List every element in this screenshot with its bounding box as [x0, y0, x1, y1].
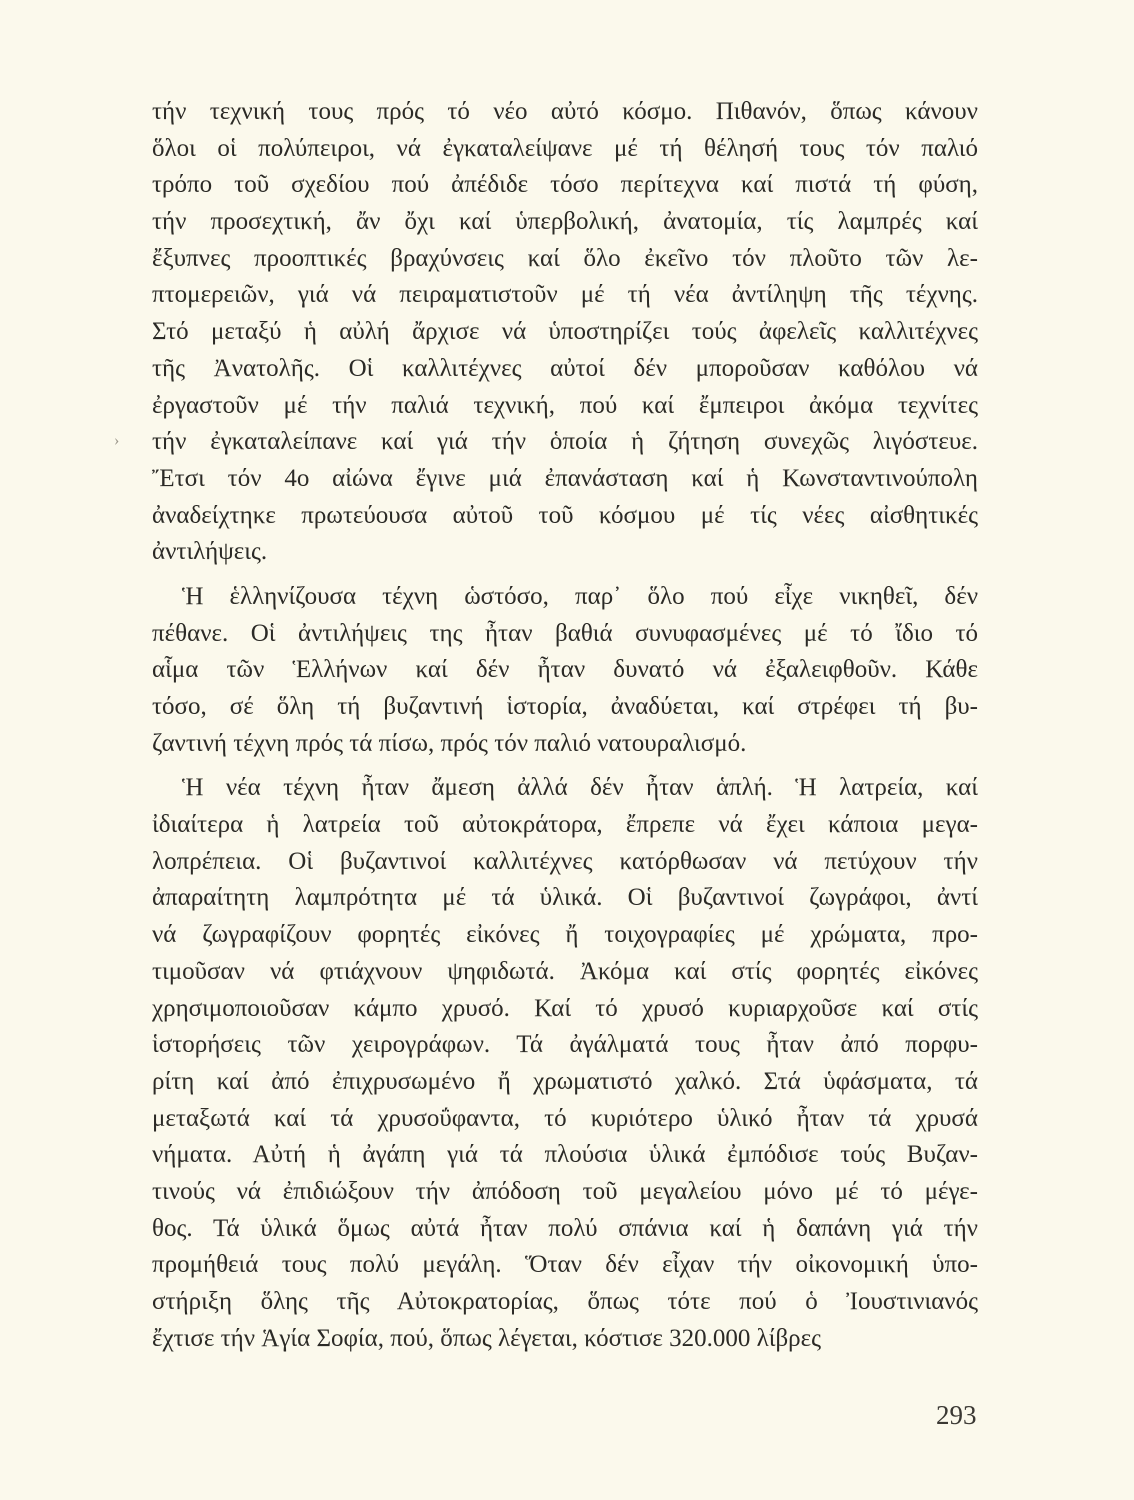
paragraph [152, 94, 978, 571]
paragraph [152, 579, 978, 762]
text-line: μεταξωτά καί τά χρυσοΰφαντα, τό κυριότερο ὑλικό ἦταν τά χρυσά [152, 1104, 978, 1132]
text-line: τήν τεχνική τους πρός τό νέο αὐτό κόσμο. Πιθανόν, ὅπως κάνουν [152, 98, 978, 125]
text-line: Ἡ ἑλληνίζουσα τέχνη ὡστόσο, παρ᾽ ὅλο πού εἶχε νικηθεῖ, δέν [182, 582, 978, 610]
text-line: τιμοῦσαν νά φτιάχνουν ψηφιδωτά. Ἀκόμα καί στίς φορητές εἰκόνες [152, 957, 978, 985]
text-line: ἱστορήσεις τῶν χειρογράφων. Τά ἀγάλματά τους ἦταν ἀπό πορφυ- [152, 1031, 978, 1059]
page-body [152, 94, 978, 1357]
text-line: ἔχτισε τήν Ἁγία Σοφία, πού, ὅπως λέγεται, κόστισε 320.000 λίβρες [152, 1324, 822, 1352]
text-line: τρόπο τοῦ σχεδίου πού ἀπέδιδε τόσο περίτεχνα καί πιστά τή φύση, [152, 171, 978, 199]
text-line: Ἔτσι τόν 4ο αἰώνα ἔγινε μιά ἐπανάσταση καί ἡ Κωνσταντινούπολη [152, 464, 978, 492]
text-line: νήματα. Αὐτή ἡ ἀγάπη γιά τά πλούσια ὑλικά ἐμπόδισε τούς Βυζαν- [152, 1141, 978, 1169]
text-line: ἀντιλήψεις. [152, 538, 268, 566]
text-line: ὅλοι οἱ πολύπειροι, νά ἐγκαταλείψανε μέ τή θέλησή τους τόν παλιό [152, 134, 978, 162]
text-line: ρίτη καί ἀπό ἐπιχρυσωμένο ἤ χρωματιστό χαλκό. Στά ὑφάσματα, τά [152, 1067, 978, 1095]
text-line: θος. Τά ὑλικά ὅμως αὐτά ἦταν πολύ σπάνια καί ἡ δαπάνη γιά τήν [152, 1214, 978, 1242]
text-line: ἀπαραίτητη λαμπρότητα μέ τά ὑλικά. Οἱ βυζαντινοί ζωγράφοι, ἀντί [152, 884, 978, 912]
text-line: τήν ἐγκαταλείπανε καί γιά τήν ὁποία ἡ ζήτηση συνεχῶς λιγόστευε. [152, 428, 978, 456]
text-line: χρησιμοποιοῦσαν κάμπο χρυσό. Καί τό χρυσό κυριαρχοῦσε καί στίς [152, 994, 978, 1022]
text-line: ἀναδείχτηκε πρωτεύουσα αὐτοῦ τοῦ κόσμου μέ τίς νέες αἰσθητικές [152, 501, 978, 529]
text-line: πτομερειῶν, γιά νά πειραματιστοῦν μέ τή νέα ἀντίληψη τῆς τέχνης. [152, 281, 978, 309]
page-number: 293 [936, 1400, 977, 1430]
text-line: τόσο, σέ ὅλη τή βυζαντινή ἱστορία, ἀναδύεται, καί στρέφει τή βυ- [152, 693, 978, 720]
text-line: αἷμα τῶν Ἑλλήνων καί δέν ἦταν δυνατό νά ἐξαλειφθοῦν. Κάθε [152, 656, 978, 684]
text-line: προμήθειά τους πολύ μεγάλη. Ὅταν δέν εἶχαν τήν οἰκονομική ὑπο- [152, 1251, 978, 1279]
text-line: λοπρέπεια. Οἱ βυζαντινοί καλλιτέχνες κατόρθωσαν νά πετύχουν τήν [152, 847, 978, 875]
text-line: στήριξη ὅλης τῆς Αὐτοκρατορίας, ὅπως τότε πού ὁ Ἰουστινιανός [152, 1288, 978, 1315]
margin-mark: › [114, 432, 120, 449]
text-line: νά ζωγραφίζουν φορητές εἰκόνες ἤ τοιχογραφίες μέ χρώματα, προ- [152, 921, 978, 949]
paragraph [152, 770, 978, 1357]
text-line: Στό μεταξύ ἡ αὐλή ἄρχισε νά ὑποστηρίζει τούς ἀφελεῖς καλλιτέχνες [152, 318, 978, 346]
text-line: τῆς Ἀνατολῆς. Οἱ καλλιτέχνες αὐτοί δέν μποροῦσαν καθόλου νά [152, 354, 978, 382]
text-line: ἰδιαίτερα ἡ λατρεία τοῦ αὐτοκράτορα, ἔπρεπε νά ἔχει κάποια μεγα- [152, 811, 978, 839]
text-line: ἔξυπνες προοπτικές βραχύνσεις καί ὅλο ἐκεῖνο τόν πλοῦτο τῶν λε- [152, 244, 978, 272]
text-line: πέθανε. Οἱ ἀντιλήψεις της ἦταν βαθιά συνυφασμένες μέ τό ἴδιο τό [152, 619, 978, 647]
text-line: Ἡ νέα τέχνη ἦταν ἄμεση ἀλλά δέν ἦταν ἁπλή. Ἡ λατρεία, καί [182, 774, 978, 802]
text-line: ἐργαστοῦν μέ τήν παλιά τεχνική, πού καί ἔμπειροι ἀκόμα τεχνίτες [152, 391, 978, 419]
text-line: ζαντινή τέχνη πρός τά πίσω, πρός τόν παλιό νατουραλισμό. [152, 729, 747, 757]
text-line: τινούς νά ἐπιδιώξουν τήν ἀπόδοση τοῦ μεγαλείου μόνο μέ τό μέγε- [152, 1177, 978, 1205]
text-line: τήν προσεχτική, ἄν ὄχι καί ὑπερβολική, ἀνατομία, τίς λαμπρές καί [152, 208, 978, 236]
